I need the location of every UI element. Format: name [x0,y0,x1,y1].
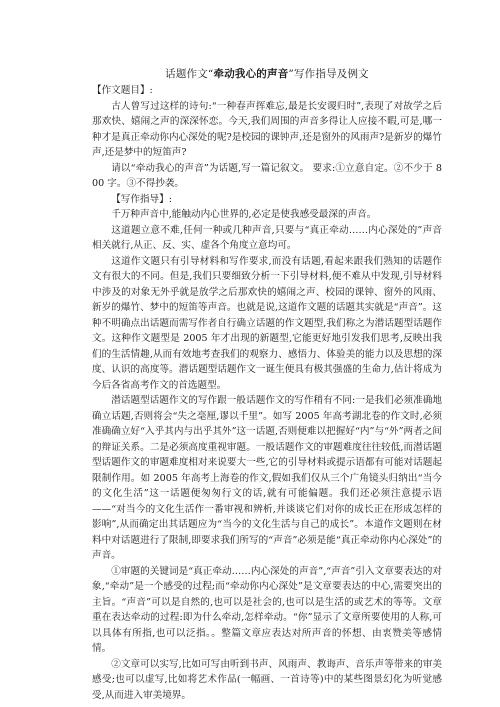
paragraph: 请以“牵动我心的声音”为话题,写一篇记叙文。 要求:①立意自定。②不少于 800 字。③不得抄袭。 [92,162,442,189]
paragraph: 潜话题型话题作文的写作跟一般话题作文的写作稍有不同:一是我们必须准确地确立话题,否则将会“失之毫厘,谬以千里”。如写 2005 年高考湖北卷的作文时,必须准确确立好“入乎其内与出乎其外”这一话题,否则便难以把握好“内”与“外”两者之间的辩证关系。二是必须高度重视审题。一般话题作文的审题难度往往较低,而潜话题型话题作文的审题难度相对来说要大一些,它的引导材料或提示语都有可能对话题起限制作用。如 2005 年高考上海卷的作文,假如我们仅从三个广角镜头归纳出“当今的文化生活”这一话题便匆匆行文的话,就有可能偏题。我们还必须注意提示语——“对当今的文化生活作一番审视和辨析,并谈谈它们对你的成长正在形成怎样的影响”,从而确定出其话题应为“当今的文化生活与自己的成长”。本道作文题则在材料中对话题进行了限制,即要求我们所写的“声音”必须是能“真正牵动你内心深处”的声音。 [92,395,442,561]
paragraph: 千万种声音中,能触动内心世界的,必定是使我感受最深的声音。 [111,209,377,220]
title-suffix: ”写作指导及例文 [288,68,369,80]
paragraph: 这道作文题只有引导材料和写作要求,而没有话题,看起来跟我们熟知的话题作文有很大的不同。但是,我们只要细致分析一下引导材料,便不难从中发现,引导材料中涉及的对象无外乎就是放学之后那欢快的嬉闹之声、校园的课钟、窗外的风雨、新岁的爆竹、梦中的短笛等声音。也就是说,这道作文题的话题其实就是“声音”。这种不明确点出话题而需写作者自行确立话题的作文题型,我们称之为潜话题型话题作文。这种作文题型是 2005 年才出现的新题型,它能更好地引发我们思考,反映出我们的生活情趣,从而有效地考查我们的观察力、感悟力、体验美的能力以及思想的深度、认识的高度等。潜话题型话题作文一诞生便具有极其强盛的生命力,估计将成为今后各省高考作文的首选题型。 [92,255,442,391]
document-title [92,66,442,82]
paragraph: 这道题立意不难,任何一种或几种声音,只要与“真正牵动……内心深处的”声音相关就行,从正、反、实、虚各个角度立意均可。 [92,224,442,251]
paragraph: ①审题的关键词是“真正牵动……内心深处的声音”,“声音”引入文章要表达的对象,“牵动”是一个感受的过程;而“牵动你内心深处”是文章要表达的中心,需要突出的主旨。“声音”可以是自然的,也可以是社会的,也可以是生活的或艺术的等等。文章重在表达牵动的过程:即为什么牵动,怎样牵动。“你”显示了文章所要使用的人称,可以具体有所指,也可以泛指。。整篇文章应表达对所声音的怀想、由衷赞美等感情情。 [92,565,442,654]
paragraph: 古人曾写过这样的诗句:“一种春声挥难忘,最是长安谡归时”,表现了对故学之后那欢快、嬉闹之声的深深怀恋。今天,我们周围的声音多得让人应接不暇,可是,哪一种才是真正牵动你内心深处的呢?是校园的课钟声,还是窗外的风雨声?是新岁的爆竹声,还是梦中的短笛声? [92,100,442,158]
title-prefix: 话题作文“ [165,68,214,80]
section-heading-guidance: 【写作指导】: [111,193,172,205]
section-heading-topic: 【作文题目】: [92,85,153,96]
paragraph: ②文章可以实写,比如可写由听到书声、风雨声、教诲声、音乐声等带来的审美感受;也可以虚写,比如将艺术作品(一幅画、一首诗等)中的某些图景幻化为听觉感受,从而进入审美境界。 [92,658,442,701]
title-keyword: 牵动我心的声音 [213,68,289,80]
